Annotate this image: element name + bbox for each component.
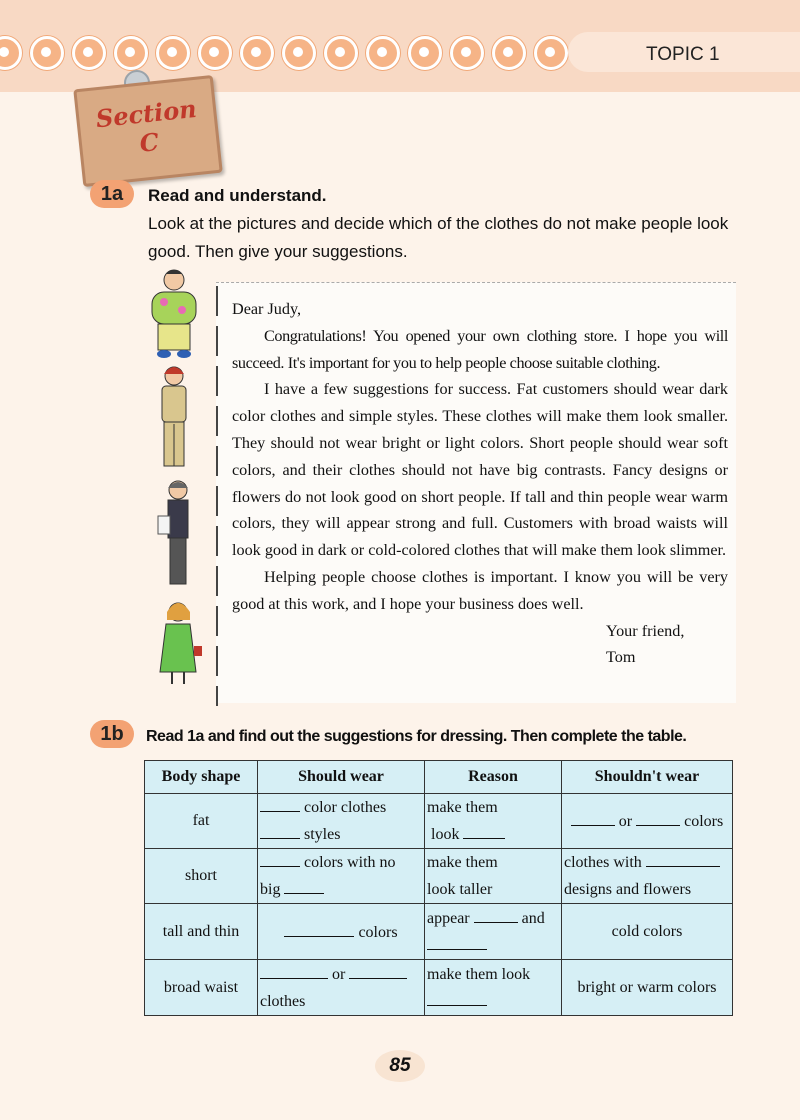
- answer-blank[interactable]: [571, 811, 615, 826]
- answer-blank[interactable]: [646, 852, 720, 867]
- broad-waist-woman-figure: [150, 598, 206, 688]
- dressing-table: [144, 760, 733, 1016]
- shape-cell: broad waist: [145, 960, 258, 1016]
- letter-paragraph-2: I have a few suggestions for success. Fat customers should wear dark color clothes and simple styles. These clothes will make them look smaller. They should not wear bright or light colors. Short people should wear soft colors, and their clothes should not have big contrasts. Fancy designs or flowers do not look good on short people. If tall and thin people wear warm colors, they will appear strong and full. Customers with broad waists will look good in dark or cold-colored clothes that will make them look slimmer.: [232, 380, 728, 560]
- table-row: [145, 794, 733, 849]
- answer-blank[interactable]: [260, 797, 300, 812]
- answer-blank[interactable]: [427, 991, 487, 1006]
- answer-blank[interactable]: [260, 964, 328, 979]
- table-row: [145, 904, 733, 960]
- should-wear-cell: colors with no big: [258, 849, 425, 904]
- shape-cell: short: [145, 849, 258, 904]
- answer-blank[interactable]: [636, 811, 680, 826]
- answer-blank[interactable]: [463, 824, 505, 839]
- fat-man-figure: [142, 268, 204, 360]
- table-row: [145, 960, 733, 1016]
- shape-cell: fat: [145, 794, 258, 849]
- letter: [232, 296, 728, 671]
- answer-blank[interactable]: [284, 922, 354, 937]
- shouldnt-wear-cell: cold colors: [562, 904, 733, 960]
- reason-cell: make them look: [425, 960, 562, 1016]
- letter-closing: Your friend,: [606, 621, 685, 640]
- shouldnt-wear-cell: bright or warm colors: [562, 960, 733, 1016]
- page-number: 85: [375, 1050, 425, 1082]
- should-wear-cell: colors: [258, 904, 425, 960]
- reason-cell: make them look taller: [425, 849, 562, 904]
- table-row: [145, 849, 733, 904]
- answer-blank[interactable]: [349, 964, 407, 979]
- instructions-1a: Look at the pictures and decide which of the clothes do not make people look good. Then give your suggestions.: [148, 214, 729, 261]
- table-header-row: [145, 761, 733, 794]
- letter-margin-line: [216, 286, 218, 706]
- shape-cell: tall and thin: [145, 904, 258, 960]
- answer-blank[interactable]: [427, 935, 487, 950]
- section-letter: C: [138, 127, 161, 158]
- header-body-shape: Body shape: [145, 761, 258, 794]
- answer-blank[interactable]: [260, 852, 300, 867]
- section-word: Section: [94, 93, 198, 134]
- header-should-wear: Should wear: [258, 761, 425, 794]
- reason-cell: make them look: [425, 794, 562, 849]
- title-1b: Read 1a and find out the suggestions for dressing. Then complete the table.: [146, 728, 687, 745]
- letter-signature: Tom: [606, 648, 636, 667]
- title-1a: Read and understand.: [148, 186, 327, 205]
- decorative-circles: [0, 36, 568, 72]
- header-shouldnt-wear: Shouldn't wear: [562, 761, 733, 794]
- tall-man-figure: [150, 478, 208, 590]
- reason-cell: appear and: [425, 904, 562, 960]
- badge-1a: 1a: [90, 180, 134, 208]
- letter-greeting: Dear Judy,: [232, 300, 302, 318]
- shouldnt-wear-cell: or colors: [562, 794, 733, 849]
- topic-label: TOPIC 1: [646, 44, 720, 65]
- should-wear-cell: or clothes: [258, 960, 425, 1016]
- letter-paragraph-3: Helping people choose clothes is important. I know you will be very good at this work, and I hope your business does well.: [232, 567, 728, 613]
- section-sign: [73, 75, 222, 187]
- answer-blank[interactable]: [284, 879, 324, 894]
- answer-blank[interactable]: [474, 908, 518, 923]
- letter-paragraph-1: Congratulations! You opened your own clothing store. I hope you will succeed. It's important for you to help people choose suitable clothing.: [232, 326, 728, 372]
- should-wear-cell: color clothes styles: [258, 794, 425, 849]
- header-reason: Reason: [425, 761, 562, 794]
- short-woman-figure: [150, 362, 198, 474]
- answer-blank[interactable]: [260, 824, 300, 839]
- shouldnt-wear-cell: clothes with designs and flowers: [562, 849, 733, 904]
- badge-1b: 1b: [90, 720, 134, 748]
